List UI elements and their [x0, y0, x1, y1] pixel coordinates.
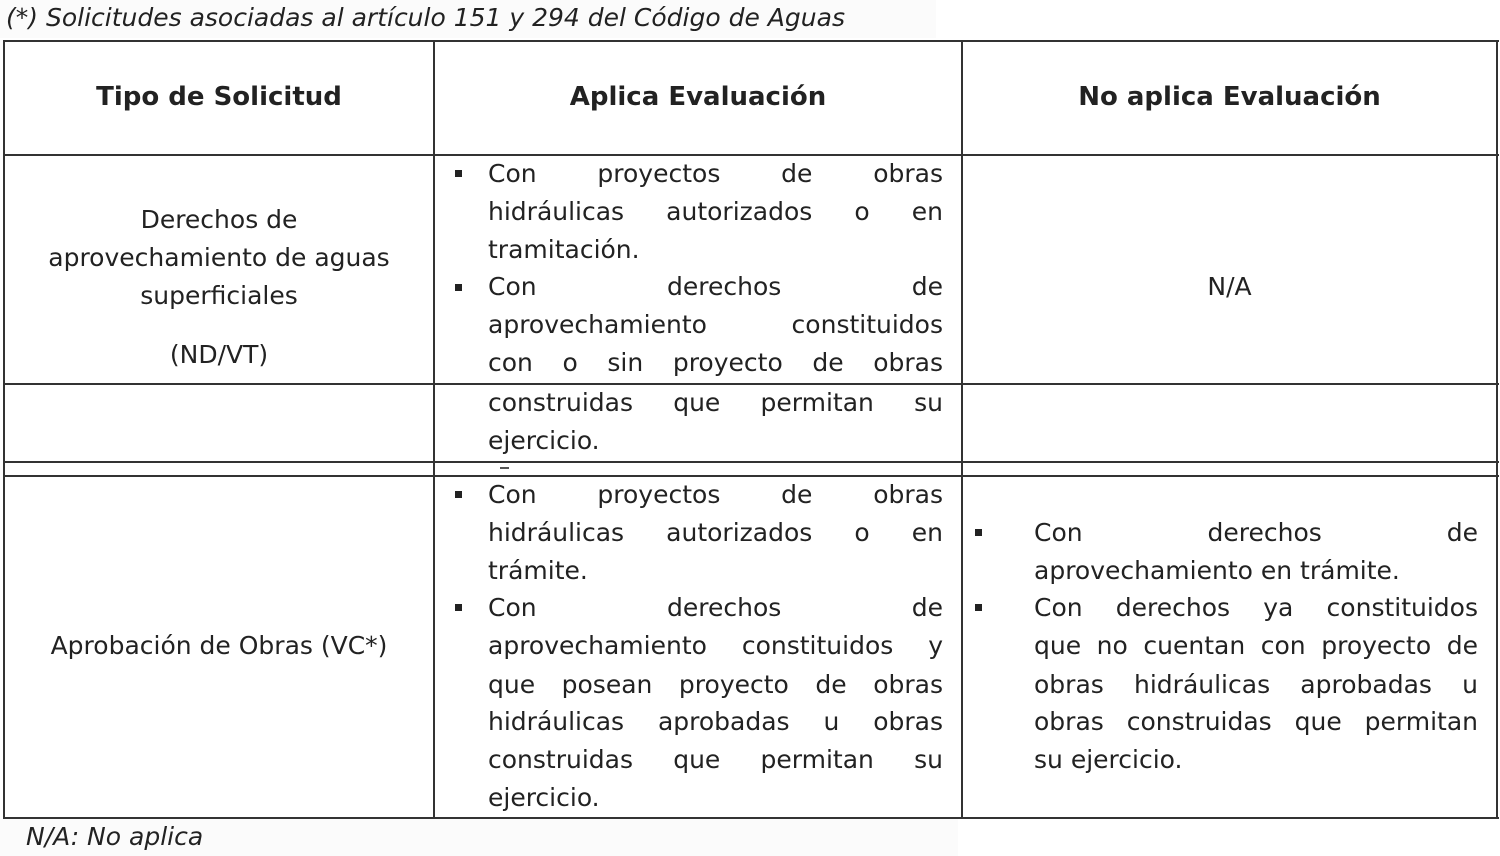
- list-item-line: que no cuentan con proyecto de: [1034, 631, 1478, 660]
- row1-tipo-code: (ND/VT): [169, 340, 269, 369]
- list-item-line: con o sin proyecto de obras: [488, 348, 943, 377]
- list-item-line: ejercicio.: [488, 426, 600, 455]
- table-border-left: [3, 40, 5, 819]
- header-tipo-solicitud: Tipo de Solicitud: [96, 82, 342, 112]
- list-item-line: obras construidas que permitan: [1034, 707, 1478, 736]
- table-border-top: [3, 40, 1499, 42]
- list-item-line: hidráulicas autorizados o en: [488, 197, 943, 226]
- header-no-aplica-evaluacion: No aplica Evaluación: [1078, 82, 1381, 112]
- bullet-icon: [975, 604, 982, 611]
- row2-tipo: Aprobación de Obras (VC*): [50, 631, 388, 660]
- table-footnote: N/A: No aplica: [0, 819, 958, 856]
- list-item-line: construidas que permitan su: [488, 388, 943, 417]
- list-item-line: Con derechos de: [1034, 518, 1478, 547]
- bullet-icon: [455, 170, 462, 177]
- list-item-line: trámite.: [488, 556, 588, 585]
- dash-icon: [500, 467, 509, 469]
- list-item-line: aprovechamiento constituidos: [488, 310, 943, 339]
- list-item-line: hidráulicas autorizados o en: [488, 518, 943, 547]
- list-item-line: tramitación.: [488, 235, 640, 264]
- column-divider-2: [961, 40, 963, 819]
- bullet-icon: [975, 529, 982, 536]
- list-item-line: construidas que permitan su: [488, 745, 943, 774]
- list-item-line: aprovechamiento en trámite.: [1034, 556, 1400, 585]
- list-item-line: que posean proyecto de obras: [488, 670, 943, 699]
- bullet-icon: [455, 491, 462, 498]
- row1-no-aplica: N/A: [1207, 272, 1252, 301]
- row1-tipo-line: aprovechamiento de aguas: [48, 243, 390, 272]
- list-item-line: Con derechos de: [488, 272, 943, 301]
- row-split-border-a: [3, 461, 1499, 463]
- list-item-line: su ejercicio.: [1034, 745, 1183, 774]
- list-item-line: Con proyectos de obras: [488, 480, 943, 509]
- list-item-line: hidráulicas aprobadas u obras: [488, 707, 943, 736]
- column-divider-1: [433, 40, 435, 819]
- list-item-line: Con derechos ya constituidos: [1034, 593, 1478, 622]
- list-item-line: aprovechamiento constituidos y: [488, 631, 943, 660]
- table-caption: (*) Solicitudes asociadas al artículo 151 y 294 del Código de Aguas: [0, 0, 936, 38]
- list-item-line: obras hidráulicas aprobadas u: [1034, 670, 1478, 699]
- table-border-right: [1496, 40, 1498, 819]
- row1-tipo-line: superficiales: [140, 281, 298, 310]
- row1-tipo-line: Derechos de: [140, 205, 298, 234]
- header-aplica-evaluacion: Aplica Evaluación: [569, 82, 827, 112]
- list-item-line: ejercicio.: [488, 783, 600, 812]
- list-item-line: Con derechos de: [488, 593, 943, 622]
- bullet-icon: [455, 604, 462, 611]
- table-border-bottom: [3, 817, 1499, 819]
- bullet-icon: [455, 284, 462, 291]
- list-item-line: Con proyectos de obras: [488, 159, 943, 188]
